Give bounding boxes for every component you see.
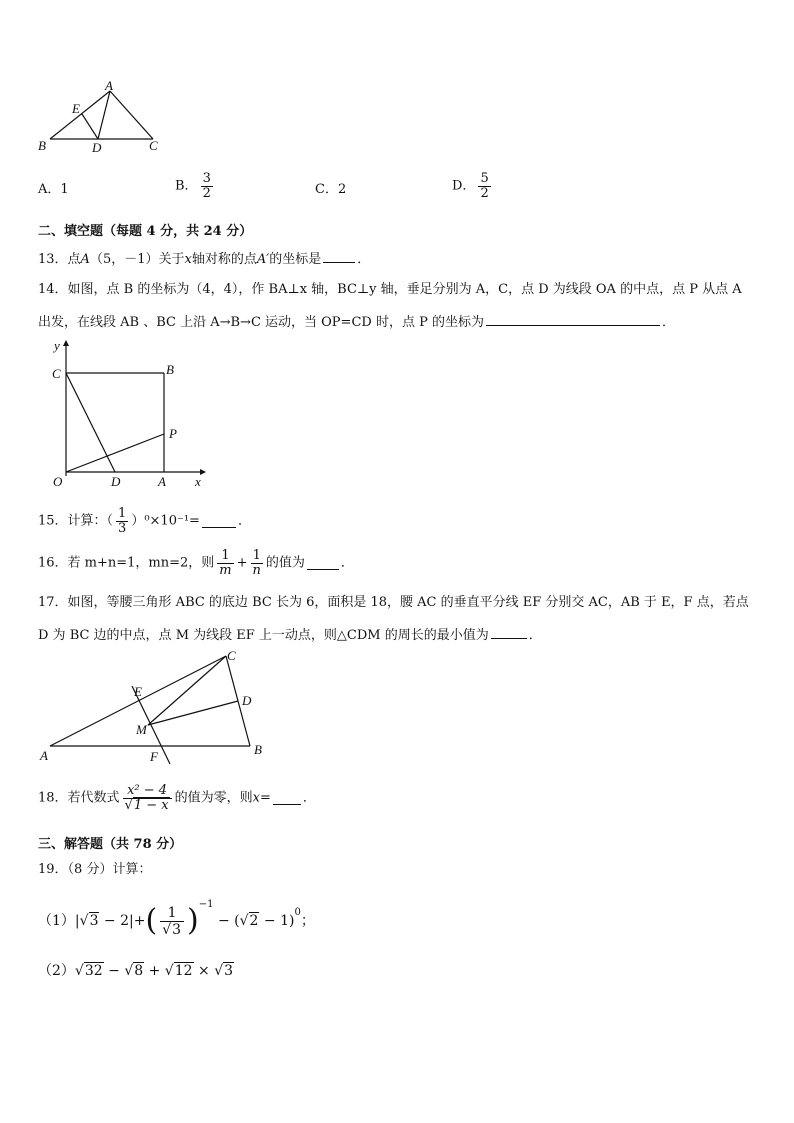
q12-triangle-figure [30, 76, 170, 156]
label-C: C [52, 366, 61, 381]
label-E: E [134, 684, 142, 699]
section3-heading: 三、解答题（共 78 分） [38, 837, 183, 852]
section2-heading: 二、填空题（每题 4 分，共 24 分） [38, 224, 253, 239]
label-y: y [54, 338, 60, 353]
q12-option-d: D． $\frac{5}{2}$ [452, 171, 489, 201]
q16-text: 16．若 m+n=1，mn=2，则 $\frac{1}{m}$ + $\frac{1}{n}$ 的值为 ． [38, 548, 354, 578]
label-A: A [158, 474, 166, 489]
q19-title: 19．（8 分）计算： [38, 862, 152, 877]
label-D: D [111, 474, 121, 489]
q12-option-c: C．2 [315, 182, 347, 197]
label-O: O [53, 474, 63, 489]
q14-line1: 14．如图，点 B 的坐标为（4，4），作 BA⊥x 轴，BC⊥y 轴，垂足分别为 A，C，点 D 为线段 OA 的中点，点 P 从点 A [38, 282, 742, 297]
q13-answer-blank[interactable] [323, 250, 355, 263]
label-B: B [254, 742, 262, 757]
label-D: D [242, 693, 252, 708]
q18-answer-blank[interactable] [273, 792, 301, 805]
q15-text: 15．计算：（ $\frac{1}{3}$ ）⁰×10⁻¹= ． [38, 506, 251, 536]
q17-line2: D 为 BC 边的中点，点 M 为线段 EF 上一动点，则△CDM 的周长的最小值为 ． [38, 628, 542, 643]
label-C: C [149, 138, 158, 153]
label-D: D [92, 140, 102, 155]
label-A: A [40, 748, 48, 763]
q17-triangle-figure [36, 648, 276, 770]
q17-answer-blank[interactable] [491, 626, 527, 639]
q18-text: 18．若代数式 $\frac{\text{x² − 4}}{√1 - x}$ 的值为零，则x= ． [38, 783, 316, 813]
label-P: P [169, 426, 177, 441]
label-M: M [136, 722, 147, 737]
label-E: E [72, 101, 80, 116]
q13-text: 13．点A（5，－1）关于x轴对称的点A′的坐标是 ． [38, 252, 371, 267]
label-x: x [195, 474, 201, 489]
q17-line1: 17．如图，等腰三角形 ABC 的底边 BC 长为 6，面积是 18，腰 AC 的垂直平分线 EF 分别交 AC，AB 于 E，F 点，若点 [38, 595, 749, 610]
q14-line2: 出发，在线段 AB 、BC 上沿 A→B→C 运动，当 OP=CD 时，点 P 的坐标为 ． [38, 315, 675, 330]
q12-option-a: A．1 [38, 182, 69, 197]
q16-answer-blank[interactable] [307, 557, 339, 570]
q19-part1: （1）|√3 − 2|+( $\frac{1}{√3}$ )$^{-1} - (√2 - 1)^0$； [38, 899, 315, 938]
q14-coordinate-figure [40, 336, 220, 494]
q12-option-b: B． $\frac{3}{2}$ [175, 171, 211, 201]
label-B: B [38, 138, 46, 153]
q14-answer-blank[interactable] [486, 313, 660, 326]
label-F: F [150, 749, 158, 764]
label-B: B [166, 362, 174, 377]
q15-answer-blank[interactable] [202, 515, 236, 528]
q19-part2: （2）√32 − √8 + √12 × √3 [38, 963, 234, 979]
label-C: C [227, 648, 236, 663]
label-A: A [105, 78, 113, 93]
